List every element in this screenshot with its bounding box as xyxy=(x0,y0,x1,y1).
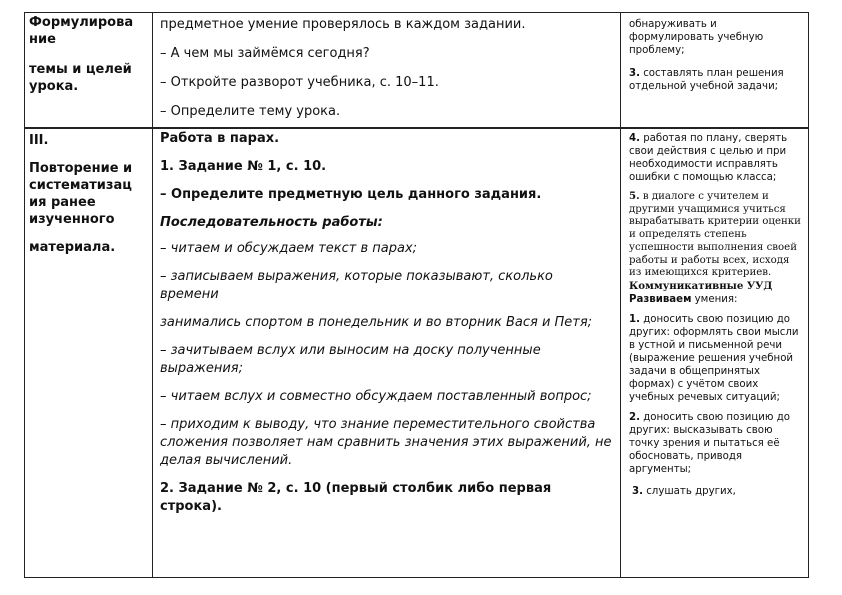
row1-uud-cell xyxy=(629,18,805,93)
row-divider xyxy=(24,127,809,129)
table-border-left xyxy=(24,12,25,578)
sequence-title: Последовательность работы: xyxy=(160,215,383,230)
row1-uud-num-3: 3. xyxy=(629,68,640,79)
step-5: – приходим к выводу, что знание переместительного свойства сложения позволяет нам сравнить значения этих выражений, не делая вычислений. xyxy=(160,417,612,468)
row2-uud-cell xyxy=(629,132,805,498)
step-1: – читаем и обсуждаем текст в парах; xyxy=(160,241,418,256)
comm-item3-number: 3. xyxy=(632,485,643,497)
step-4: – читаем вслух и совместно обсуждаем поставленный вопрос; xyxy=(160,389,592,404)
row1-text-2: – А чем мы займёмся сегодня? xyxy=(160,46,370,61)
task2-heading: 2. Задание № 2, с. 10 (первый столбик либо первая строка). xyxy=(160,481,552,514)
item4-text: работая по плану, сверять свои действия с целью и при необходимости исправлять ошибки с помощью класса; xyxy=(629,133,788,183)
goal-prompt: – Определите предметную цель данного задания. xyxy=(160,187,542,202)
item4-number: 4. xyxy=(629,133,640,144)
stage-name-part2: ия ранее изученного xyxy=(29,195,115,227)
row1-uud-text-3: составлять план решения отдельной учебной задачи; xyxy=(629,68,784,92)
row1-title-line2: ние xyxy=(29,32,56,47)
row1-text-1: предметное умение проверялось в каждом задании. xyxy=(160,17,526,32)
row2-content-cell xyxy=(160,130,614,516)
lesson-plan-table xyxy=(24,12,809,578)
step-2b: занимались спортом в понедельник и во вторник Вася и Петя; xyxy=(160,315,593,330)
stage-number: III. xyxy=(29,133,49,148)
row1-text-4: – Определите тему урока. xyxy=(160,104,341,119)
step-3: – зачитываем вслух или выносим на доску полученные выражения; xyxy=(160,343,541,376)
task1-heading: 1. Задание № 1, с. 10. xyxy=(160,159,327,174)
communicative-uud-title: Коммуникативные УУД xyxy=(629,279,773,292)
table-border-right xyxy=(808,12,809,578)
table-border-top xyxy=(24,12,809,13)
item5-text: в диалоге с учителем и другими учащимися учиться вырабатывать критерии оценки и определять степень успешности выполнения своей работы и работы всех, исходя из имеющихся критериев. xyxy=(629,191,801,279)
row1-title-line3: темы и целей урока. xyxy=(29,62,132,94)
step-2a: – записываем выражения, которые показывают, сколько времени xyxy=(160,269,553,302)
pair-work-heading: Работа в парах. xyxy=(160,131,280,146)
row1-text-3: – Откройте разворот учебника, с. 10–11. xyxy=(160,75,439,90)
stage-name-part3: материала. xyxy=(29,240,116,255)
comm-item2-number: 2. xyxy=(629,411,640,423)
row1-stage-cell xyxy=(29,14,147,95)
comm-item1-number: 1. xyxy=(629,313,640,325)
comm-item1-text: доносить свою позицию до других: оформлять свои мысли в устной и письменной речи (выражение решения учебной задачи в общепринятых формах) с учётом своих учебных речевых ситуаций; xyxy=(629,313,799,403)
comm-item2-text: доносить свою позицию до других: высказывать свою точку зрения и пытаться её обосновать, приводя аргументы; xyxy=(629,411,791,475)
item5-number: 5. xyxy=(629,190,640,202)
row1-content-cell xyxy=(160,16,614,121)
table-border-bottom xyxy=(24,577,809,578)
row2-stage-cell xyxy=(29,132,149,256)
column-divider-2 xyxy=(620,12,621,578)
develop-rest: умения: xyxy=(691,293,738,305)
row1-title-line1: Формулирова xyxy=(29,15,134,30)
column-divider-1 xyxy=(152,12,153,578)
stage-name-part1: Повторение и систематизац xyxy=(29,161,133,193)
comm-item3-text: слушать других, xyxy=(642,485,736,497)
develop-label: Развиваем xyxy=(629,293,692,305)
row1-uud-text-1: обнаруживать и формулировать учебную проблему; xyxy=(629,19,764,56)
